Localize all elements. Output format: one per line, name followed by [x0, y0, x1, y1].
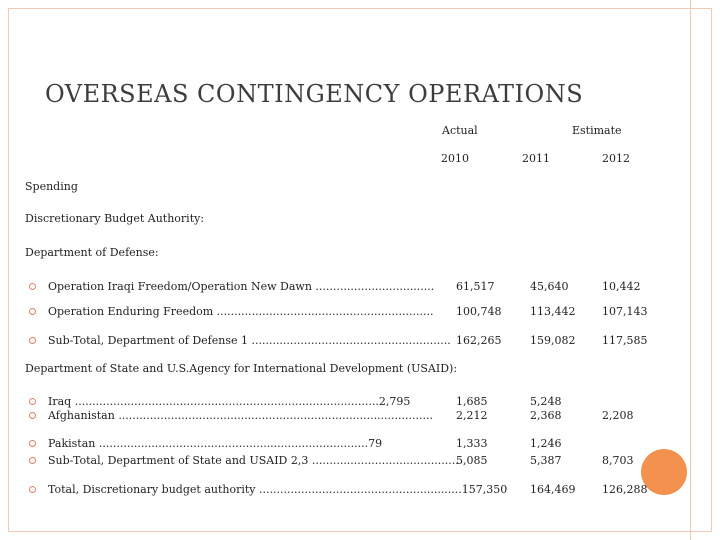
bullet-icon	[29, 308, 36, 315]
row-label-iraq: Iraq .......................................................................................2,795	[48, 395, 411, 408]
spending-label: Spending	[25, 180, 78, 193]
row-oef-2010: 100,748	[456, 305, 502, 318]
bullet-icon	[29, 283, 36, 290]
year-2010-header: 2010	[441, 152, 469, 165]
row-total-2012: 126,288	[602, 483, 648, 496]
bullet-icon	[29, 412, 36, 419]
row-oif-2010: 61,517	[456, 280, 495, 293]
slide-title: OVERSEAS CONTINGENCY OPERATIONS	[45, 80, 584, 108]
bullet-icon	[29, 486, 36, 493]
row-label-afghanistan: Afghanistan ..........................................................................................	[48, 409, 434, 422]
year-2012-header: 2012	[602, 152, 630, 165]
row-afghanistan-2011: 2,368	[530, 409, 562, 422]
row-afghanistan-2010: 2,212	[456, 409, 488, 422]
row-pakistan-2010: 1,333	[456, 437, 488, 450]
row-iraq-2011: 5,248	[530, 395, 562, 408]
year-2011-header: 2011	[522, 152, 550, 165]
row-total-2011: 164,469	[530, 483, 576, 496]
row-oif-2011: 45,640	[530, 280, 569, 293]
row-state-subtotal-2010: 5,085	[456, 454, 488, 467]
state-usaid-label: Department of State and U.S.Agency for International Development (USAID):	[25, 362, 458, 375]
bullet-icon	[29, 457, 36, 464]
bullet-icon	[29, 398, 36, 405]
row-label-total: Total, Discretionary budget authority ..........................................................157,350	[48, 483, 508, 496]
row-oef-2011: 113,442	[530, 305, 576, 318]
bullet-icon	[29, 337, 36, 344]
row-label-oef: Operation Enduring Freedom ..............................................................	[48, 305, 434, 318]
row-dod-subtotal-2011: 159,082	[530, 334, 576, 347]
bullet-icon	[29, 440, 36, 447]
row-label-pakistan: Pakistan .............................................................................79	[48, 437, 383, 450]
row-label-dod-subtotal: Sub-Total, Department of Defense 1 .........................................................	[48, 334, 451, 347]
dod-label: Department of Defense:	[25, 246, 159, 259]
row-label-state-subtotal: Sub-Total, Department of State and USAID 2,3 ..........................................	[48, 454, 459, 467]
row-dod-subtotal-2012: 117,585	[602, 334, 648, 347]
row-oef-2012: 107,143	[602, 305, 648, 318]
row-dod-subtotal-2010: 162,265	[456, 334, 502, 347]
actual-header: Actual	[442, 124, 478, 137]
discretionary-label: Discretionary Budget Authority:	[25, 212, 205, 225]
accent-line	[690, 0, 691, 540]
row-afghanistan-2012: 2,208	[602, 409, 634, 422]
row-state-subtotal-2011: 5,387	[530, 454, 562, 467]
row-pakistan-2011: 1,246	[530, 437, 562, 450]
estimate-header: Estimate	[572, 124, 622, 137]
row-oif-2012: 10,442	[602, 280, 641, 293]
decorative-circle	[641, 449, 687, 495]
row-state-subtotal-2012: 8,703	[602, 454, 634, 467]
row-label-oif: Operation Iraqi Freedom/Operation New Dawn ..................................	[48, 280, 435, 293]
row-iraq-2010: 1,685	[456, 395, 488, 408]
